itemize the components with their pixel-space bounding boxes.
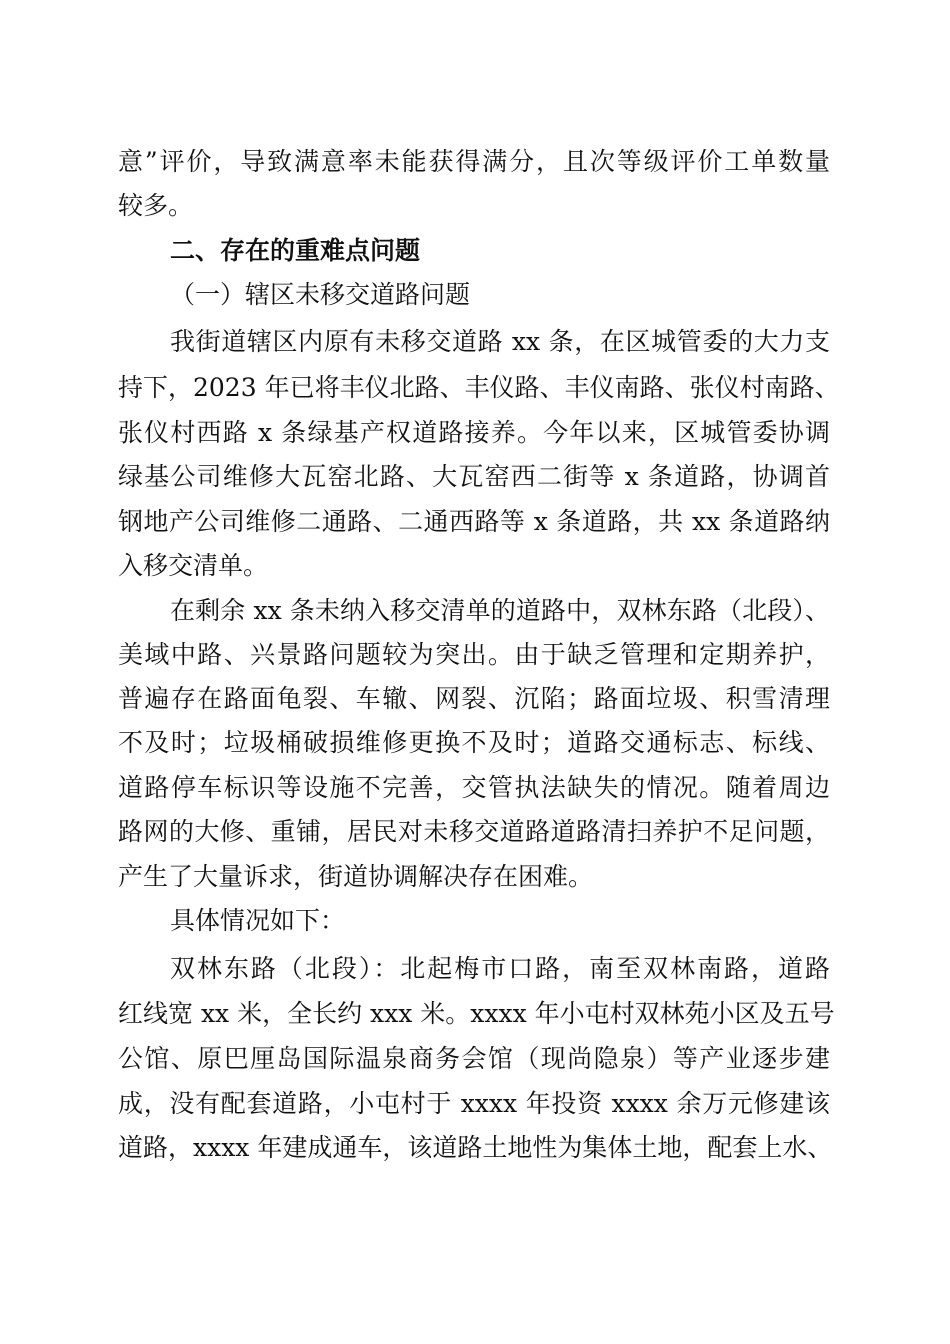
- paragraph-1-line-5: 钢地产公司维修二通路、二通西路等 x 条道路，共 xx 条道路纳: [118, 507, 830, 536]
- paragraph-2-line-1: 在剩余 xx 条未纳入移交清单的道路中，双林东路（北段）、: [170, 596, 830, 625]
- section-heading: 二、存在的重难点问题: [170, 236, 421, 265]
- paragraph-3-line-1: 具体情况如下：: [170, 906, 346, 935]
- paragraph-2-line-2: 美域中路、兴景路问题较为突出。由于缺乏管理和定期养护，: [118, 640, 830, 669]
- paragraph-4-line-4: 成，没有配套道路，小屯村于 xxxx 年投资 xxxx 余万元修建该: [118, 1089, 830, 1118]
- paragraph-2-line-7: 产生了大量诉求，街道协调解决存在困难。: [118, 862, 594, 891]
- paragraph-1-line-2: 持下，2023 年已将丰仪北路、丰仪路、丰仪南路、张仪村南路、: [118, 373, 840, 402]
- paragraph-4-line-1: 双林东路（北段）：北起梅市口路，南至双林南路，道路: [170, 954, 830, 983]
- paragraph-1-line-4: 绿基公司维修大瓦窑北路、大瓦窑西二街等 x 条道路，协调首: [118, 462, 830, 491]
- paragraph-4-line-3: 公馆、原巴厘岛国际温泉商务会馆（现尚隐泉）等产业逐步建: [118, 1044, 830, 1073]
- paragraph-1-line-1: 我街道辖区内原有未移交道路 xx 条，在区城管委的大力支: [170, 327, 830, 356]
- paragraph-2-line-4: 不及时；垃圾桶破损维修更换不及时；道路交通标志、标线、: [118, 728, 830, 757]
- paragraph-2-line-5: 道路停车标识等设施不完善，交管执法缺失的情况。随着周边: [118, 773, 830, 802]
- subsection-heading: （一）辖区未移交道路问题: [170, 280, 471, 309]
- intro-line-1: 意”评价，导致满意率未能获得满分，且次等级评价工单数量: [118, 147, 830, 176]
- paragraph-4-line-5: 道路，xxxx 年建成通车，该道路土地性为集体土地，配套上水、: [118, 1133, 833, 1162]
- paragraph-4-line-2: 红线宽 xx 米，全长约 xxx 米。xxxx 年小屯村双林苑小区及五号: [118, 999, 835, 1028]
- paragraph-1-line-3: 张仪村西路 x 条绿基产权道路接养。今年以来，区城管委协调: [118, 418, 830, 447]
- paragraph-2-line-6: 路网的大修、重铺，居民对未移交道路道路清扫养护不足问题，: [118, 817, 830, 846]
- intro-line-2: 较多。: [118, 191, 194, 220]
- paragraph-2-line-3: 普遍存在路面龟裂、车辙、网裂、沉陷；路面垃圾、积雪清理: [118, 684, 830, 713]
- paragraph-1-line-6: 入移交清单。: [118, 551, 269, 580]
